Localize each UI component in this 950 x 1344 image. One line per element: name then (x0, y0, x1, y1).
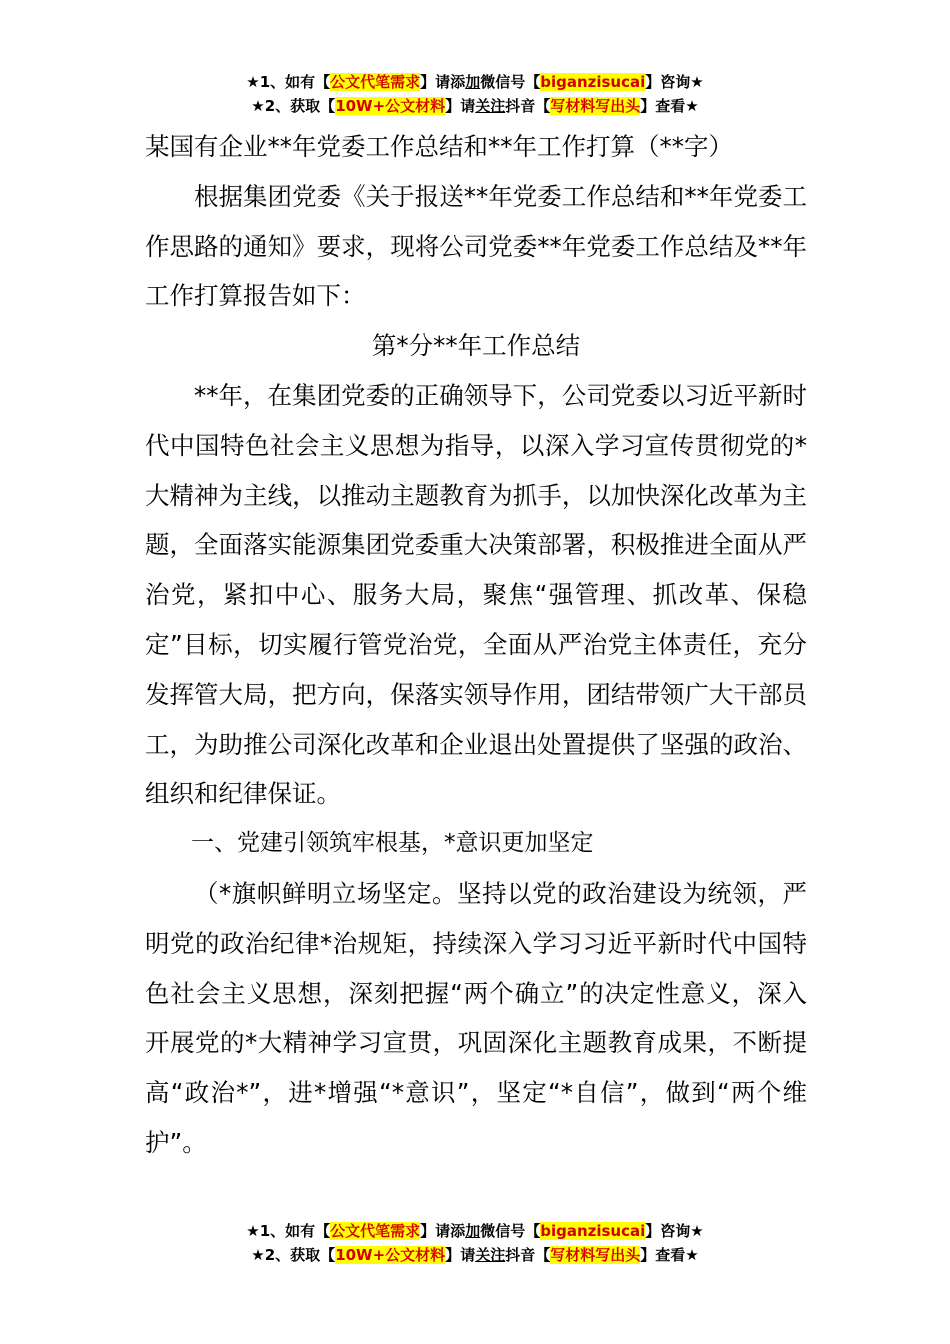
ad-underline-add: 加 (465, 73, 481, 91)
ad-line-1-mid: 】请添 (420, 73, 466, 91)
ad-line-1-prefix: ★1、如有【 (246, 73, 331, 91)
ad-line-2-mid: 】请 (445, 1246, 476, 1264)
ad-line-1-suffix: 】咨询★ (645, 73, 704, 91)
ad-highlight-materials: 10W+公文材料 (335, 1246, 446, 1264)
ad-highlight-service: 公文代笔需求 (330, 1222, 421, 1240)
ad-line-1-mid2: 微信号【 (480, 73, 541, 91)
document-body (145, 122, 807, 1168)
ad-line-2 (0, 1243, 950, 1267)
ad-line-2-mid2: 抖音【 (505, 1246, 551, 1264)
ad-highlight-service: 公文代笔需求 (330, 73, 421, 91)
ad-line-2-prefix: ★2、获取【 (251, 97, 336, 115)
ad-highlight-wechat-id: biganzisucai (540, 73, 646, 91)
ad-line-2-suffix: 】查看★ (640, 1246, 699, 1264)
ad-line-1-suffix: 】咨询★ (645, 1222, 704, 1240)
ad-underline-add: 加 (465, 1222, 481, 1240)
intro-paragraph: 根据集团党委《关于报送**年党委工作总结和**年党委工作思路的通知》要求，现将公司党委**年党委工作总结及**年工作打算报告如下： (145, 181, 807, 311)
ad-line-2 (0, 94, 950, 118)
ad-banner-bottom (0, 1219, 950, 1267)
document-title: 某国有企业**年党委工作总结和**年工作打算（**字） (145, 132, 733, 161)
heading-one: 一、党建引领筑牢根基，*意识更加坚定 (191, 830, 594, 857)
ad-highlight-materials: 10W+公文材料 (335, 97, 446, 115)
summary-paragraph: **年，在集团党委的正确领导下，公司党委以习近平新时代中国特色社会主义思想为指导，以深入学习宣传贯彻党的*大精神为主线，以推动主题教育为抓手，以加快深化改革为主题，全面落实能源集团党委重大决策部署，积极推进全面从严治党，紧扣中心、服务大局，聚焦“强管理、抓改革、保稳定”目标，切实履行管党治党，全面从严治党主体责任，充分发挥管大局，把方向，保落实领导作用，团结带领广大干部员工，为助推公司深化改革和企业退出处置提供了坚强的政治、组织和纪律保证。 (145, 380, 807, 809)
ad-highlight-douyin-id: 写材料写出头 (550, 1246, 641, 1264)
ad-line-2-mid2: 抖音【 (505, 97, 551, 115)
section-title: 第*分**年工作总结 (371, 331, 581, 361)
ad-line-2-suffix: 】查看★ (640, 97, 699, 115)
ad-underline-follow: 关注 (475, 1246, 506, 1264)
ad-highlight-wechat-id: biganzisucai (540, 1222, 646, 1240)
political-paragraph: （*旗帜鲜明立场坚定。坚持以党的政治建设为统领，严明党的政治纪律*治规矩，持续深入学习习近平新时代中国特色社会主义思想，深刻把握“两个确立”的决定性意义，深入开展党的*大精神学习宣贯，巩固深化主题教育成果，不断提高“政治*”，进*增强“*意识”，坚定“*自信”，做到“两个维护”。 (145, 878, 807, 1157)
ad-line-2-mid: 】请 (445, 97, 476, 115)
ad-line-1-mid: 】请添 (420, 1222, 466, 1240)
ad-underline-follow: 关注 (475, 97, 506, 115)
ad-highlight-douyin-id: 写材料写出头 (550, 97, 641, 115)
ad-banner-top (0, 70, 950, 118)
ad-line-1-prefix: ★1、如有【 (246, 1222, 331, 1240)
ad-line-1-mid2: 微信号【 (480, 1222, 541, 1240)
ad-line-2-prefix: ★2、获取【 (251, 1246, 336, 1264)
ad-line-1 (0, 70, 950, 94)
ad-line-1 (0, 1219, 950, 1243)
